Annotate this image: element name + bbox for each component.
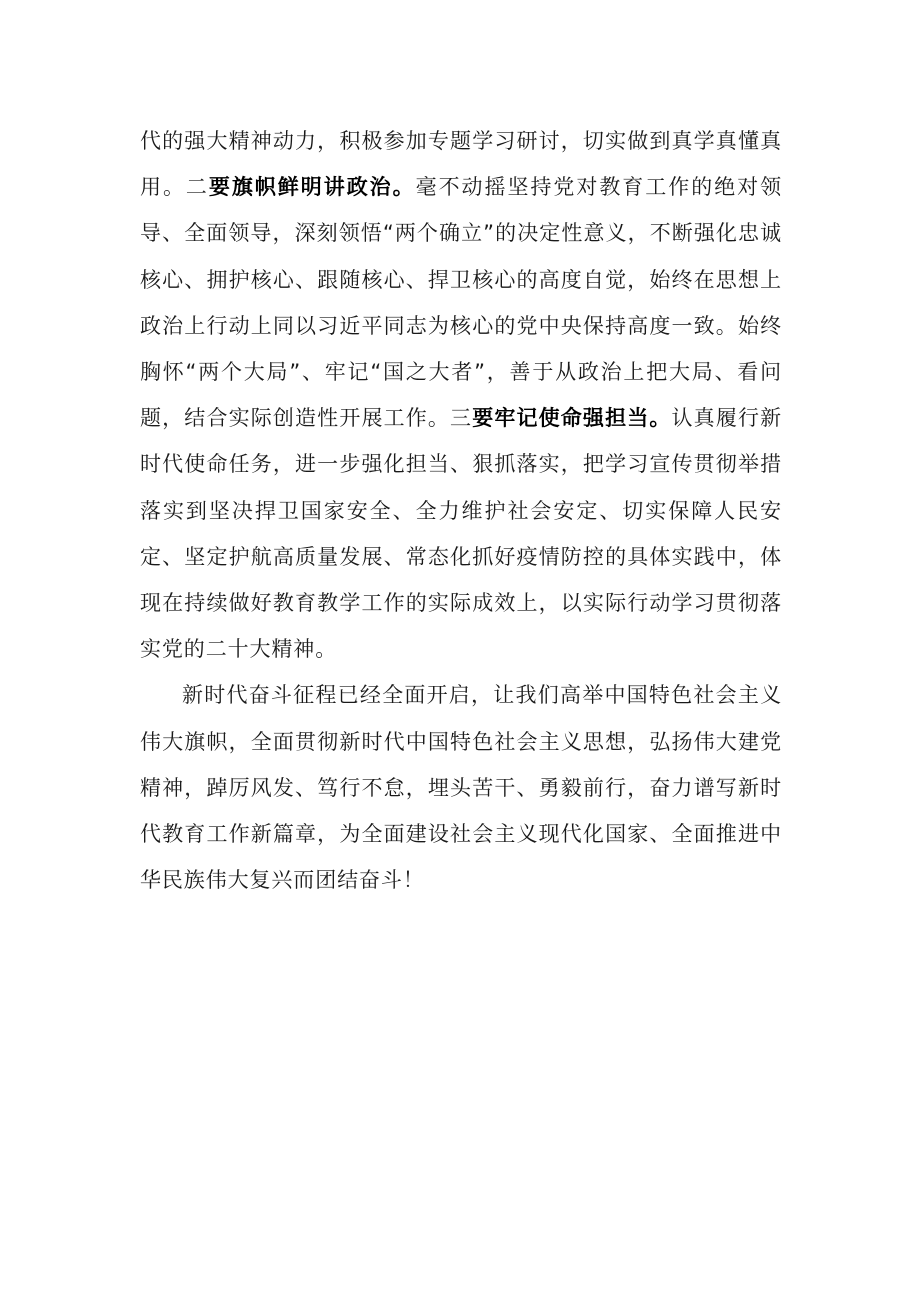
paragraph-text: 代的强大精神动力，积极参加专题学习研讨，切实做到真学真懂真用。二 — [140, 129, 782, 200]
point-three-heading: 要牢记使命强担当。 — [472, 406, 672, 431]
paragraph-text: 认真履行新时代使命任务，进一步强化担当、狠抓落实，把学习宣传贯彻举措落实到坚决捍卫国家安全、全力维护社会安定、切实保障人民安定、坚定护航高质量发展、常态化抓好疫情防控的具体实践中，体现在持续做好教育教学工作的实际成效上，以实际行动学习贯彻落实党的二十大精神。 — [140, 406, 783, 662]
paragraph-continuation — [140, 118, 782, 672]
paragraph-text: 毫不动摇坚持党对教育工作的绝对领导、全面领导，深刻领悟“两个确立”的决定性意义，不断强化忠诚核心、拥护核心、跟随核心、捍卫核心的高度自觉，始终在思想上政治上行动上同以习近平同志为核心的党中央保持高度一致。始终胸怀“两个大局”、牢记“国之大者”，善于从政治上把大局、看问题，结合实际创造性开展工作。三 — [140, 175, 782, 431]
document-body — [140, 118, 782, 903]
closing-paragraph: 新时代奋斗征程已经全面开启，让我们高举中国特色社会主义伟大旗帜，全面贯彻新时代中国特色社会主义思想，弘扬伟大建党精神，踔厉风发、笃行不怠，埋头苦干、勇毅前行，奋力谱写新时代教育工作新篇章，为全面建设社会主义现代化国家、全面推进中华民族伟大复兴而团结奋斗！ — [140, 683, 782, 893]
point-two-heading: 要旗帜鲜明讲政治。 — [208, 175, 416, 200]
